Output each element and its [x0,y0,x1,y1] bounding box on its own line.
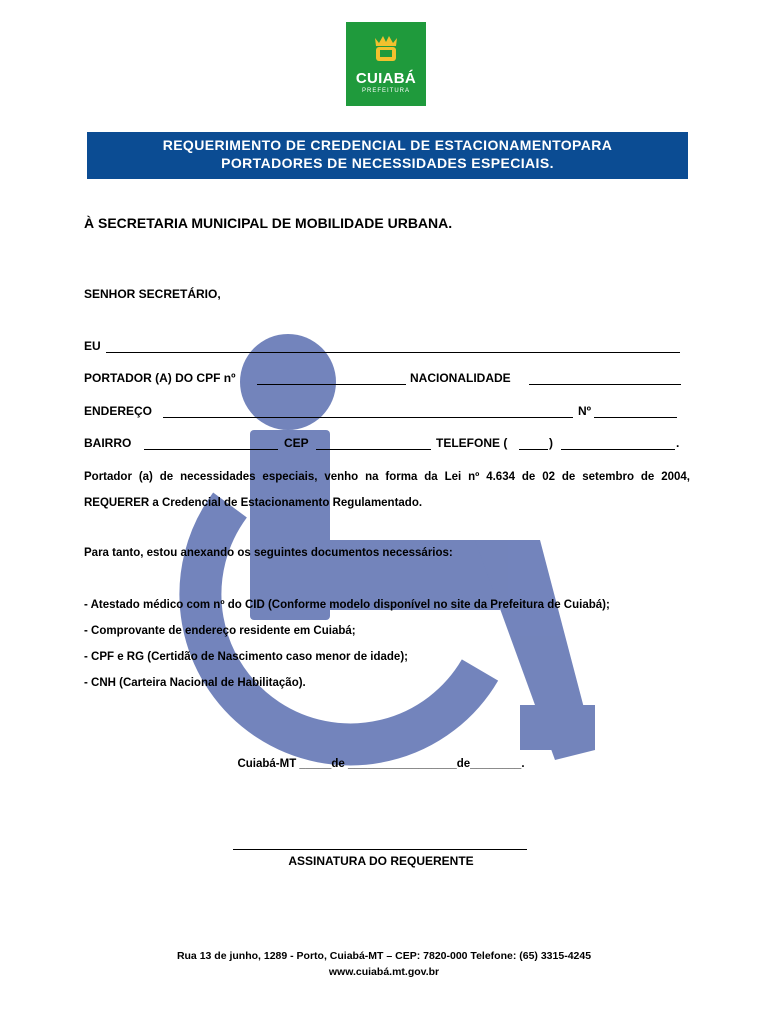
bairro-label: BAIRRO [84,436,132,450]
documents-intro: Para tanto, estou anexando os seguintes documentos necessários: [84,547,453,559]
title-banner [87,132,688,179]
endereco-label: ENDEREÇO [84,404,153,418]
name-field[interactable] [106,352,680,353]
telefone-label: TELEFONE ( [436,436,508,450]
documents-list [84,592,610,696]
cpf-label: PORTADOR (A) DO CPF nº [84,371,236,385]
numero-label: Nº [578,404,592,418]
endereco-field[interactable] [163,417,573,418]
list-item: - CPF e RG (Certidão de Nascimento caso menor de idade); [84,651,408,663]
list-item: - Atestado médico com nº do CID (Conforme modelo disponível no site da Prefeitura de Cuiabá); [84,599,610,611]
footer-address: Rua 13 de junho, 1289 - Porto, Cuiabá-MT – CEP: 7820-000 Telefone: (65) 3315-4245 [176,950,592,962]
banner-line-1: REQUERIMENTO DE CREDENCIAL DE ESTACIONAMENTOPARA [162,137,613,153]
list-item: - Comprovante de endereço residente em Cuiabá; [84,625,356,637]
signature-field[interactable] [233,849,527,850]
telefone-period: . [676,436,680,450]
coat-of-arms-icon [372,34,400,66]
list-item: - CNH (Carteira Nacional de Habilitação). [84,677,306,689]
eu-label: EU [84,339,101,353]
request-paragraph: Portador (a) de necessidades especiais, venho na forma da Lei nº 4.634 de 02 de setembro de 2004, REQUERER a Credencial de Estacionamento Regulamentado. [84,471,690,509]
logo-name: CUIABÁ [355,70,417,87]
numero-field[interactable] [594,417,677,418]
prefeitura-logo [346,22,426,106]
date-line [0,758,768,770]
nacionalidade-field[interactable] [529,384,681,385]
ddd-field[interactable] [519,449,548,450]
signature-label: ASSINATURA DO REQUERENTE [288,854,474,868]
salutation: SENHOR SECRETÁRIO, [84,287,221,301]
cep-label: CEP [284,436,309,450]
recipient-heading: À SECRETARIA MUNICIPAL DE MOBILIDADE URBANA. [84,215,453,231]
telefone-close: ) [549,436,553,450]
telefone-field[interactable] [561,449,675,450]
cpf-field[interactable] [257,384,406,385]
date-line-text: Cuiabá-MT _____de _________________de________. [237,758,525,770]
nacionalidade-label: NACIONALIDADE [410,371,511,385]
footer-website: www.cuiabá.mt.gov.br [328,966,440,978]
cep-field[interactable] [316,449,431,450]
bairro-field[interactable] [144,449,278,450]
banner-line-2: PORTADORES DE NECESSIDADES ESPECIAIS. [221,155,554,171]
logo-subtitle: PREFEITURA [361,88,410,94]
